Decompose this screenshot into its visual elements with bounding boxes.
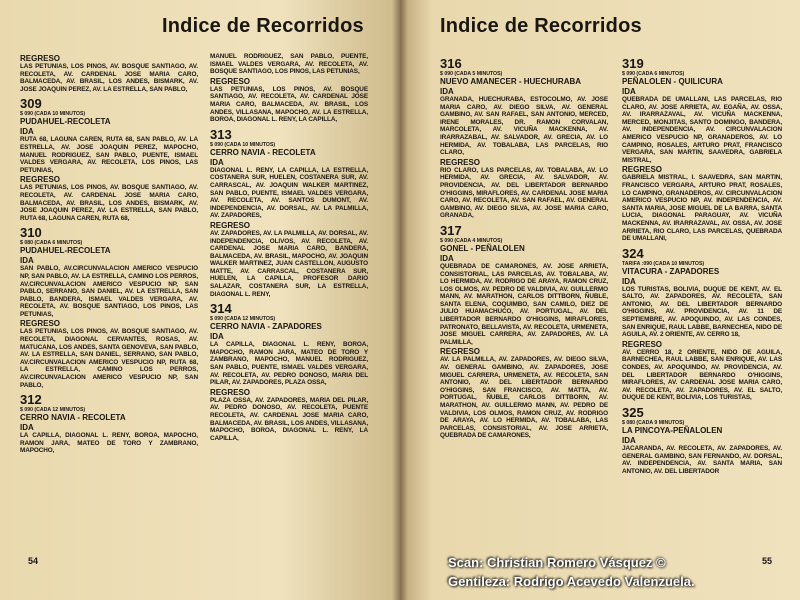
route-streets: MANUEL RODRIGUEZ, SAN PABLO, PUENTE, ISMAEL VALDES VERGARA, AV. RECOLETA, AV. BOSQUE SANTIAGO, LOS PINOS, LAS PETUNIAS, bbox=[210, 53, 368, 76]
route-streets: LAS PETUNIAS, LOS PINOS, AV. BOSQUE SANTIAGO, AV. RECOLETA, DIAGONAL CERVANTES, ROSAS, AV. MATUCANA, LOS ANDES, SANTA GENOVEVA, SAN PABLO, AV. LA ESTRELLA, SAN DANIEL, SERRANO, SAN PABLO, AV.CIRCUNVALACION AMERICO VESPUCIO NP, RUTA 68, LA ESTRELLA, CAMINO LOS PERROS, AV.CIRCUNVALACION AMERICO VESPUCIO NP, SAN PABLO, bbox=[20, 328, 198, 389]
credit-line-scan: Scan: Christian Romero Vásquez © bbox=[448, 555, 666, 570]
route-streets: AV. ZAPADORES, AV. LA PALMILLA, AV. DORSAL, AV. INDEPENDENCIA, OLIVOS, AV. RECOLETA, AV. CARDENAL JOSE MARIA CARO, BANDERA, BALMACEDA, AV. BRASIL, MAPOCHO, AV. JOAQUIN WALKER MARTINEZ, JUAN CASTELLON, AUGUSTO MATTE, AV. CARRASCAL, COSTANERA SUR, HUELEN, LA CAPILLA, PROFESOR DARIO SALAZAR, COSTANERA SUR, LA ESTRELLA, DIAGONAL L. RENY, bbox=[210, 229, 368, 298]
route-streets: QUEBRADA DE UMALLANI, LAS PARCELAS, RIO CLARO, AV. JOSE ARRIETA, AV. EGAÑA, AV. OSSA, AV. IRARRAZAVAL, AV. VICUÑA MACKENNA, MERCED, MONJITAS, SANTO DOMINGO, BANDERA, AV. INDEPENDENCIA, AV. CIRCUNVALACION AMERICO VESPUCIO NP, GRANADEROS, AV. LO CAMPINO, ROSALES, ARTURO PRAT, FRANCISCO VERGARA, SAN MARTIN, SAAVEDRA, GABRIELA MISTRAL, bbox=[622, 96, 782, 164]
right-page bbox=[400, 0, 800, 600]
section-heading: IDA bbox=[20, 256, 34, 266]
right-column-2 bbox=[622, 53, 782, 475]
section-heading: IDA bbox=[20, 423, 34, 433]
route-fare: $ 090 (CADA 10 MINUTOS) bbox=[210, 141, 276, 148]
route-streets: SAN PABLO, AV.CIRCUNVALACION AMERICO VESPUCIO NP, SAN PABLO, AV. LA ESTRELLA, CAMINO LOS PERROS, AV.CIRCUNVALACION AMERICO VESPUCIO NP, SAN PABLO, SERRANO, SAN DANIEL, AV. LA ESTRELLA, SAN PABLO, BANDERA, ISMAEL VALDES VERGARA, AV. RECOLETA, AV. BOSQUE SANTIAGO, LOS PINOS, LAS PETUNIAS, bbox=[20, 265, 198, 318]
route-name: CERRO NAVIA - ZAPADORES bbox=[210, 322, 322, 332]
route-streets: GRANADA, HUECHURABA, ESTOCOLMO, AV. JOSE MARIA CARO, AV. DIEGO SILVA, AV. GENERAL GAMBINO, AV. SAN RAFAEL, SAN ANTONIO, MERCED, IRENE MORALES, DR. RAMON CORVALAN, MARCOLETA, AV. VICUÑA MACKENNA, AV. IRARRAZABAL, AV. SALVADOR, AV. GRECIA, AV. LO HERMIDA, AV. TOBALABA, LAS PARCELAS, RIO CLARO, bbox=[440, 96, 608, 157]
route-number: 314 bbox=[210, 301, 232, 317]
section-heading: REGRESO bbox=[20, 54, 61, 63]
section-heading: IDA bbox=[622, 276, 636, 286]
page-title: Indice de Recorridos bbox=[440, 15, 642, 37]
section-heading: IDA bbox=[210, 157, 224, 167]
route-number: 324 bbox=[622, 245, 644, 261]
credit-line-courtesy: Gentileza: Rodrigo Acevedo Valenzuela. bbox=[448, 574, 695, 589]
route-number: 312 bbox=[20, 392, 42, 408]
route-name: PEÑALOLEN - QUILICURA bbox=[622, 77, 723, 86]
route-fare: $ 090 (CADA 12 MINUTOS) bbox=[20, 407, 86, 414]
route-streets: GABRIELA MISTRAL, I. SAAVEDRA, SAN MARTIN, FRANCISCO VERGARA, ARTURO PRAT, ROSALES, LO CAMPINO, GRANADEROS, AV. CIRCUNVALACION AMERICO VESPUCIO NP, AV. INDEPENDENCIA, AV. SANTA MARIA, JOSE MIGUEL DE LA BARRA, SANTA LUCIA, DIAGONAL PARAGUAY, AV. VICUÑA MACKENNA, AV. IRARRAZAVAL, AV. OSSA, AV. JOSE ARRIETA, RIO CLARO, LAS PARCELAS, QUEBRADA DE UMALLANI, bbox=[622, 174, 782, 243]
route-number: 319 bbox=[622, 56, 644, 71]
route-fare: $ 080 (CADA 9 MINUTOS) bbox=[622, 420, 685, 426]
route-fare: $ 090 (CADA 10 MINUTOS) bbox=[20, 111, 86, 118]
route-streets: RUTA 68, LAGUNA CAREN, RUTA 68, SAN PABLO, AV. LA ESTRELLA, AV. JOSE JOAQUIN PEREZ, MAPOCHO, MANUEL RODRIGUEZ, SAN PABLO, PUENTE, ISMAEL VALDES VERGARA, AV. RECOLETA, LOS PINOS, LAS PETUNIAS, bbox=[20, 136, 198, 174]
section-heading: REGRESO bbox=[20, 175, 61, 185]
route-streets: LA CAPILLA, DIAGONAL L. RENY, BOROA, MAPOCHO, RAMON JARA, MATEO DE TORO Y ZAMBRANO, MAPOCHO, bbox=[20, 432, 198, 455]
left-column-2 bbox=[210, 53, 368, 442]
route-streets: RIO CLARO, LAS PARCELAS, AV. TOBALABA, AV. LO HERMIDA, AV. GRECIA, AV. SALVADOR, AV. PROVIDENCIA, AV. DEL LIBERTADOR BERNARDO O'HIGGINS, MIRAFLORES, AV. CARDENAL JOSE MARIA CARO, AV. RECOLETA, AV. SAN RAFAEL, AV. GENERAL GAMBINO, AV. DIEGO SILVA, AV. JOSE MARIA CARO, GRANADA, bbox=[440, 166, 608, 220]
route-name: CERRO NAVIA - RECOLETA bbox=[210, 147, 316, 157]
route-fare: TARIFA :090 (CADA 10 MINUTOS) bbox=[622, 260, 705, 267]
section-heading: REGRESO bbox=[210, 76, 251, 86]
section-heading: IDA bbox=[440, 87, 454, 96]
section-heading: IDA bbox=[622, 436, 636, 445]
page-number: 54 bbox=[28, 556, 39, 566]
route-streets: LAS PETUNIAS, LOS PINOS, AV. BOSQUE SANTIAGO, AV. RECOLETA, AV. CARDENAL JOSE MARIA CARO, BALMACEDA, AV. BRASIL, LOS ANDES, VILLASANA, MAPOCHO, AV. LA ESTRELLA, BOROA, DIAGONAL L. RENY, LA CAPILLA, bbox=[210, 85, 368, 124]
route-streets: PLAZA OSSA, AV. ZAPADORES, MARIA DEL PILAR, AV. PEDRO DONOSO, AV. RECOLETA, PUENTE RECOLETA, AV. CARDENAL JOSE MARIA CARO, BALMACEDA, AV. BRASIL, LOS ANDES, VILLASANA, MAPOCHO, BOROA, DIAGONAL L. RENY, LA CAPILLA, bbox=[210, 396, 368, 442]
route-fare: $ 090 (CADA 5 MINUTOS) bbox=[440, 71, 503, 77]
left-column-1 bbox=[20, 53, 198, 455]
route-fare: $ 090 (CADA 6 MINUTOS) bbox=[622, 71, 685, 77]
route-streets: LAS PETUNIAS, LOS PINOS, AV. BOSQUE SANTIAGO, AV. RECOLETA, AV. CARDENAL JOSE MARIA CARO, BALMACEDA, AV. BRASIL, LOS ANDES, BISMARK, AV. JOSE JOAQUIN PEREZ, AV. LA ESTRELLA, SAN PABLO, RUTA 68, LAGUNA CAREN, RUTA 68, bbox=[20, 184, 198, 222]
route-fare: $ 090 (CADA 4 MINUTOS) bbox=[440, 237, 503, 244]
section-heading: REGRESO bbox=[440, 157, 481, 167]
section-heading: REGRESO bbox=[622, 165, 663, 175]
route-streets: LA CAPILLA, DIAGONAL L. RENY, BOROA, MAPOCHO, RAMON JARA, MATEO DE TORO Y ZAMBRANO, MAPOCHO, MANUEL RODRIGUEZ, SAN PABLO, PUENTE, ISMAEL VALDES VERGARA, AV. RECOLETA, AV. PEDRO DONOSO, MARIA DEL PILAR, AV. ZAPADORES, PLAZA OSSA, bbox=[210, 341, 368, 387]
section-heading: REGRESO bbox=[622, 339, 663, 349]
route-name: PUDAHUEL-RECOLETA bbox=[20, 117, 111, 127]
route-name: LA PINCOYA-PEÑALOLEN bbox=[622, 426, 723, 435]
route-fare: $ 090 (CADA 12 MINUTOS) bbox=[210, 316, 276, 323]
route-number: 325 bbox=[622, 405, 644, 420]
route-fare: $ 080 (CADA 6 MINUTOS) bbox=[20, 240, 83, 247]
route-streets: QUEBRADA DE CAMARONES, AV. JOSE ARRIETA, CONSISTORIAL, LAS PARCELAS, AV. TOBALABA, AV. LO HERMIDA, AV. RODRIGO DE ARAYA, RAMON CRUZ, LOS OLMOS, AV. PEDRO DE VALDIVIA, AV. GUILLERMO MANN, AV. MARATHON, CARLOS DITTBORN, ÑUBLE, SANTA ELENA, COQUIMBO, SAN CAMILO, DIEZ DE JULIO HUAMACHUCO, AV. PORTUGAL, AV. DEL LIBERTADOR BERNARDO O'HIGGINS, MIRAFLORES, PATRONATO, BELLAVISTA, AV. RECOLETA, URMENETA, JOSE MIGUEL CARRERA, AV. ZAPADORES, AV. LA PALMILLA, bbox=[440, 262, 608, 346]
page-number: 55 bbox=[761, 556, 772, 566]
route-number: 317 bbox=[440, 222, 462, 238]
route-name: GONEL - PEÑALOLEN bbox=[440, 243, 525, 253]
section-heading: IDA bbox=[622, 87, 636, 96]
route-name: VITACURA - ZAPADORES bbox=[622, 266, 720, 276]
route-name: CERRO NAVIA - RECOLETA bbox=[20, 413, 126, 423]
book-gutter bbox=[392, 0, 408, 600]
route-number: 316 bbox=[440, 56, 462, 71]
route-streets: LAS PETUNIAS, LOS PINOS, AV. BOSQUE SANTIAGO, AV. RECOLETA, AV. CARDENAL JOSE MARIA CARO, BALMACEDA, AV. BRASIL, LOS ANDES, BISMARK, AV. JOSE JOAQUIN PEREZ, AV. LA ESTRELLA, SAN PABLO, bbox=[20, 63, 198, 93]
route-number: 310 bbox=[20, 225, 42, 241]
route-streets: JACARANDA, AV. RECOLETA, AV. ZAPADORES, AV. GENERAL GAMBINO, SAN FERNANDO, AV. DORSAL, AV. INDEPENDENCIA, AV. SANTA MARIA, SAN ANTONIO, AV. DEL LIBERTADOR bbox=[622, 445, 782, 475]
right-column-1 bbox=[440, 53, 608, 440]
page-title: Indice de Recorridos bbox=[162, 15, 364, 37]
section-heading: IDA bbox=[210, 332, 224, 342]
route-name: PUDAHUEL-RECOLETA bbox=[20, 246, 111, 256]
route-number: 313 bbox=[210, 126, 232, 142]
section-heading: REGRESO bbox=[210, 387, 251, 397]
section-heading: IDA bbox=[20, 127, 34, 137]
section-heading: REGRESO bbox=[440, 347, 481, 357]
route-name: NUEVO AMANECER - HUECHURABA bbox=[440, 77, 582, 86]
route-number: 309 bbox=[20, 96, 42, 112]
route-streets: AV. LA PALMILLA, AV. ZAPADORES, AV. DIEGO SILVA, AV. GENERAL GAMBINO, AV. ZAPADORES, JOSE MIGUEL CARRERA, URMENETA, AV. RECOLETA, SAN ANTONIO, AV. DEL LIBERTADOR BERNARDO O'HIGGINS, SAN FRANCISCO, AV. MATTA, AV. PORTUGAL, ÑUBLE, CARLOS DITTBORN, AV. MARATHON, AV. GUILLERMO MANN, AV. PEDRO DE VALDIVIA, LOS OLMOS, RAMON CRUZ, AV. RODRIGO DE ARAYA, AV. LO HERMIDA, AV. TOBALABA, LAS PARCELAS, CONSISTORIAL, AV. JOSE ARRIETA, QUEBRADA DE CAMARONES, bbox=[440, 356, 608, 440]
section-heading: IDA bbox=[440, 253, 454, 263]
section-heading: REGRESO bbox=[20, 319, 61, 329]
section-heading: REGRESO bbox=[210, 220, 251, 230]
route-streets: DIAGONAL L. RENY, LA CAPILLA, LA ESTRELLA, COSTANERA SUR, HUELEN, COSTANERA SUR, AV. CARRASCAL, AV. JOAQUIN WALKER MARTINEZ, SAN PABLO, PUENTE, ISMAEL VALDES VERGARA, AV. RECOLETA, AV. SANTOS DUMONT, AV. INDEPENDENCIA, AV. DORSAL, AV. LA PALMILLA, AV. ZAPADORES, bbox=[210, 166, 368, 220]
route-streets: LOS TURISTAS, BOLIVIA, DUQUE DE KENT, AV. EL SALTO, AV. ZAPADORES, AV. RECOLETA, SAN ANTONIO, AV. DEL LIBERTADOR BERNARDO O'HIGGINS, AV. PROVIDENCIA, AV. 11 DE SEPTIEMBRE, AV. APOQUINDO, AV. LAS CONDES, SAN ENRIQUE, RAUL LABBE, BARNECHEA, NIDO DE AGUILA, AV. 2 ORIENTE, AV. CERRO 18, bbox=[622, 285, 782, 339]
route-streets: AV. CERRO 18, 2 ORIENTE, NIDO DE AGUILA, BARNECHEA, RAUL LABBE, SAN ENRIQUE, AV. LAS CONDES, AV. APOQUINDO, AV. PROVIDENCIA, AV. DEL LIBERTADOR BERNARDO O'HIGGINS, MIRAFLORES, AV. CARDENAL JOSE MARIA CARO, AV. RECOLETA, AV. ZAPADORES, AV. EL SALTO, DUQUE DE KENT, BOLIVIA, LOS TURISTAS, bbox=[622, 348, 782, 402]
scan-credit bbox=[448, 553, 695, 591]
